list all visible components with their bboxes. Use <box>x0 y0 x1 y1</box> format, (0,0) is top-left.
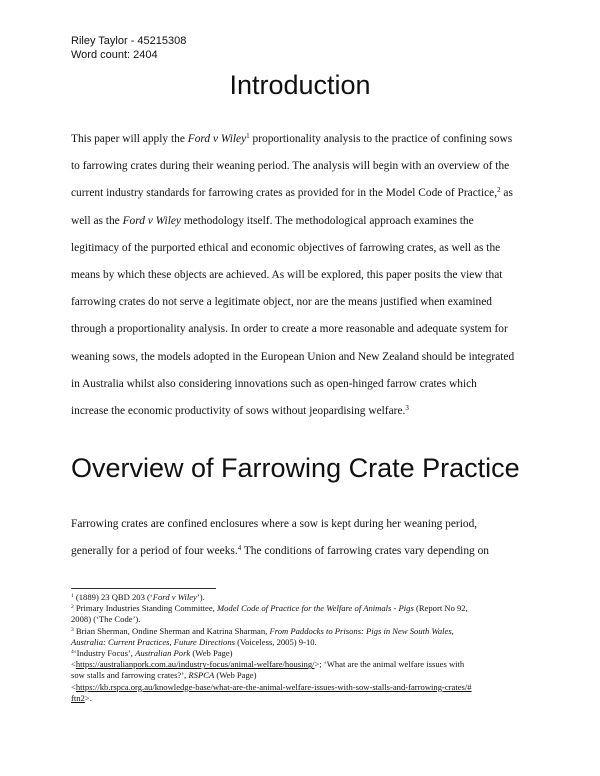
introduction-heading: Introduction <box>229 70 371 100</box>
footnote-ref: 1 <box>246 132 250 140</box>
footnote-3-cont: Australia: Current Practices, Future Directions (Voiceless, 2005) 9-10. <box>71 636 317 647</box>
case-name: Ford v Wiley <box>187 133 247 145</box>
author-line: Riley Taylor - 45215308 <box>71 35 187 47</box>
paragraph-line: current industry standards for farrowing crates as provided for in the Model Code of Practice,$^2$ as <box>71 186 513 200</box>
footnote-separator <box>71 588 216 589</box>
footnote-ref: 2 <box>497 186 501 195</box>
rspca-link[interactable]: https://kb.rspca.org.au/knowledge-base/what-are-the-animal-welfare-issues-with-sow-stalls-and-farrowing-crates/# <box>75 681 472 692</box>
paragraph-line: legitimacy of the purported ethical and economic objectives of farrowing crates, as well as the <box>71 241 501 254</box>
footnote-ref: 3 <box>405 404 409 413</box>
page-header <box>71 34 186 62</box>
paragraph-line: farrowing crates do not serve a legitimate object, nor are the means justified when examined <box>71 296 492 309</box>
word-count: Word count: 2404 <box>71 49 158 61</box>
footnote-1: $^1$ (1889) 23 QBD 203 (‘Ford v Wiley’). <box>71 592 205 602</box>
paragraph-line: Farrowing crates are confined enclosures where a sow is kept during her weaning period, <box>71 518 478 530</box>
paragraph-line: generally for a period of four weeks.$^4$ The conditions of farrowing crates vary depending on <box>71 544 489 558</box>
footnote-4-cont: sow stalls and farrowing crates?’, RSPCA (Web Page) <box>71 670 257 681</box>
australian-pork-link[interactable]: https://australianpork.com.au/industry-focus/animal-welfare/housing/ <box>75 659 315 670</box>
paragraph-line: increase the economic productivity of sows without jeopardising welfare.$^3$ <box>71 404 409 418</box>
overview-paragraph <box>71 511 533 565</box>
paragraph-line: This paper will apply the Ford v Wiley$^1$ proportionality analysis to the practice of confining sows <box>71 132 513 145</box>
footnote-4-cont: <https://kb.rspca.org.au/knowledge-base/what-are-the-animal-welfare-issues-with-sow-stalls-and-farrowing-crates/# <box>71 681 472 692</box>
footnote-ref: 4 <box>237 544 242 553</box>
footnote-3: $^3$ Brian Sherman, Ondine Sherman and Katrina Sharman, From Paddocks to Prisons: Pigs in New South Wales, <box>71 625 454 636</box>
introduction-paragraph <box>71 126 533 425</box>
paragraph-line: in Australia whilst also considering innovations such as open-hinged farrow crates which <box>71 377 477 390</box>
footnote-4-cont: ftn2>. <box>71 692 92 703</box>
rspca-link-cont[interactable]: ftn2 <box>71 692 85 703</box>
paragraph-line: through a proportionality analysis. In order to create a more reasonable and adequate system for <box>71 323 508 336</box>
case-name: Ford v Wiley <box>122 214 181 227</box>
paragraph-line: well as the Ford v Wiley methodology itself. The methodological approach examines the <box>71 214 474 227</box>
footnote-2: $^2$ Primary Industries Standing Committee, Model Code of Practice for the Welfare of Animals - Pigs (Report No 92, <box>71 603 468 614</box>
paragraph-line: weaning sows, the models adopted in the European Union and New Zealand should be integrated <box>71 350 515 363</box>
overview-heading: Overview of Farrowing Crate Practice <box>71 453 520 483</box>
paragraph-line: means by which these objects are achieved. As will be explored, this paper posits the view that <box>71 269 503 282</box>
footnote-4: $^4$‘Industry Focus’, Australian Pork (Web Page) <box>71 648 233 659</box>
footnote-2-cont: 2008) (‘The Code’). <box>71 614 141 625</box>
footnote-4-cont: <https://australianpork.com.au/industry-focus/animal-welfare/housing/>; ‘What are the animal welfare issues with <box>71 659 465 670</box>
footnotes <box>71 592 533 704</box>
paragraph-line: to farrowing crates during their weaning period. The analysis will begin with an overview of the <box>71 160 510 173</box>
